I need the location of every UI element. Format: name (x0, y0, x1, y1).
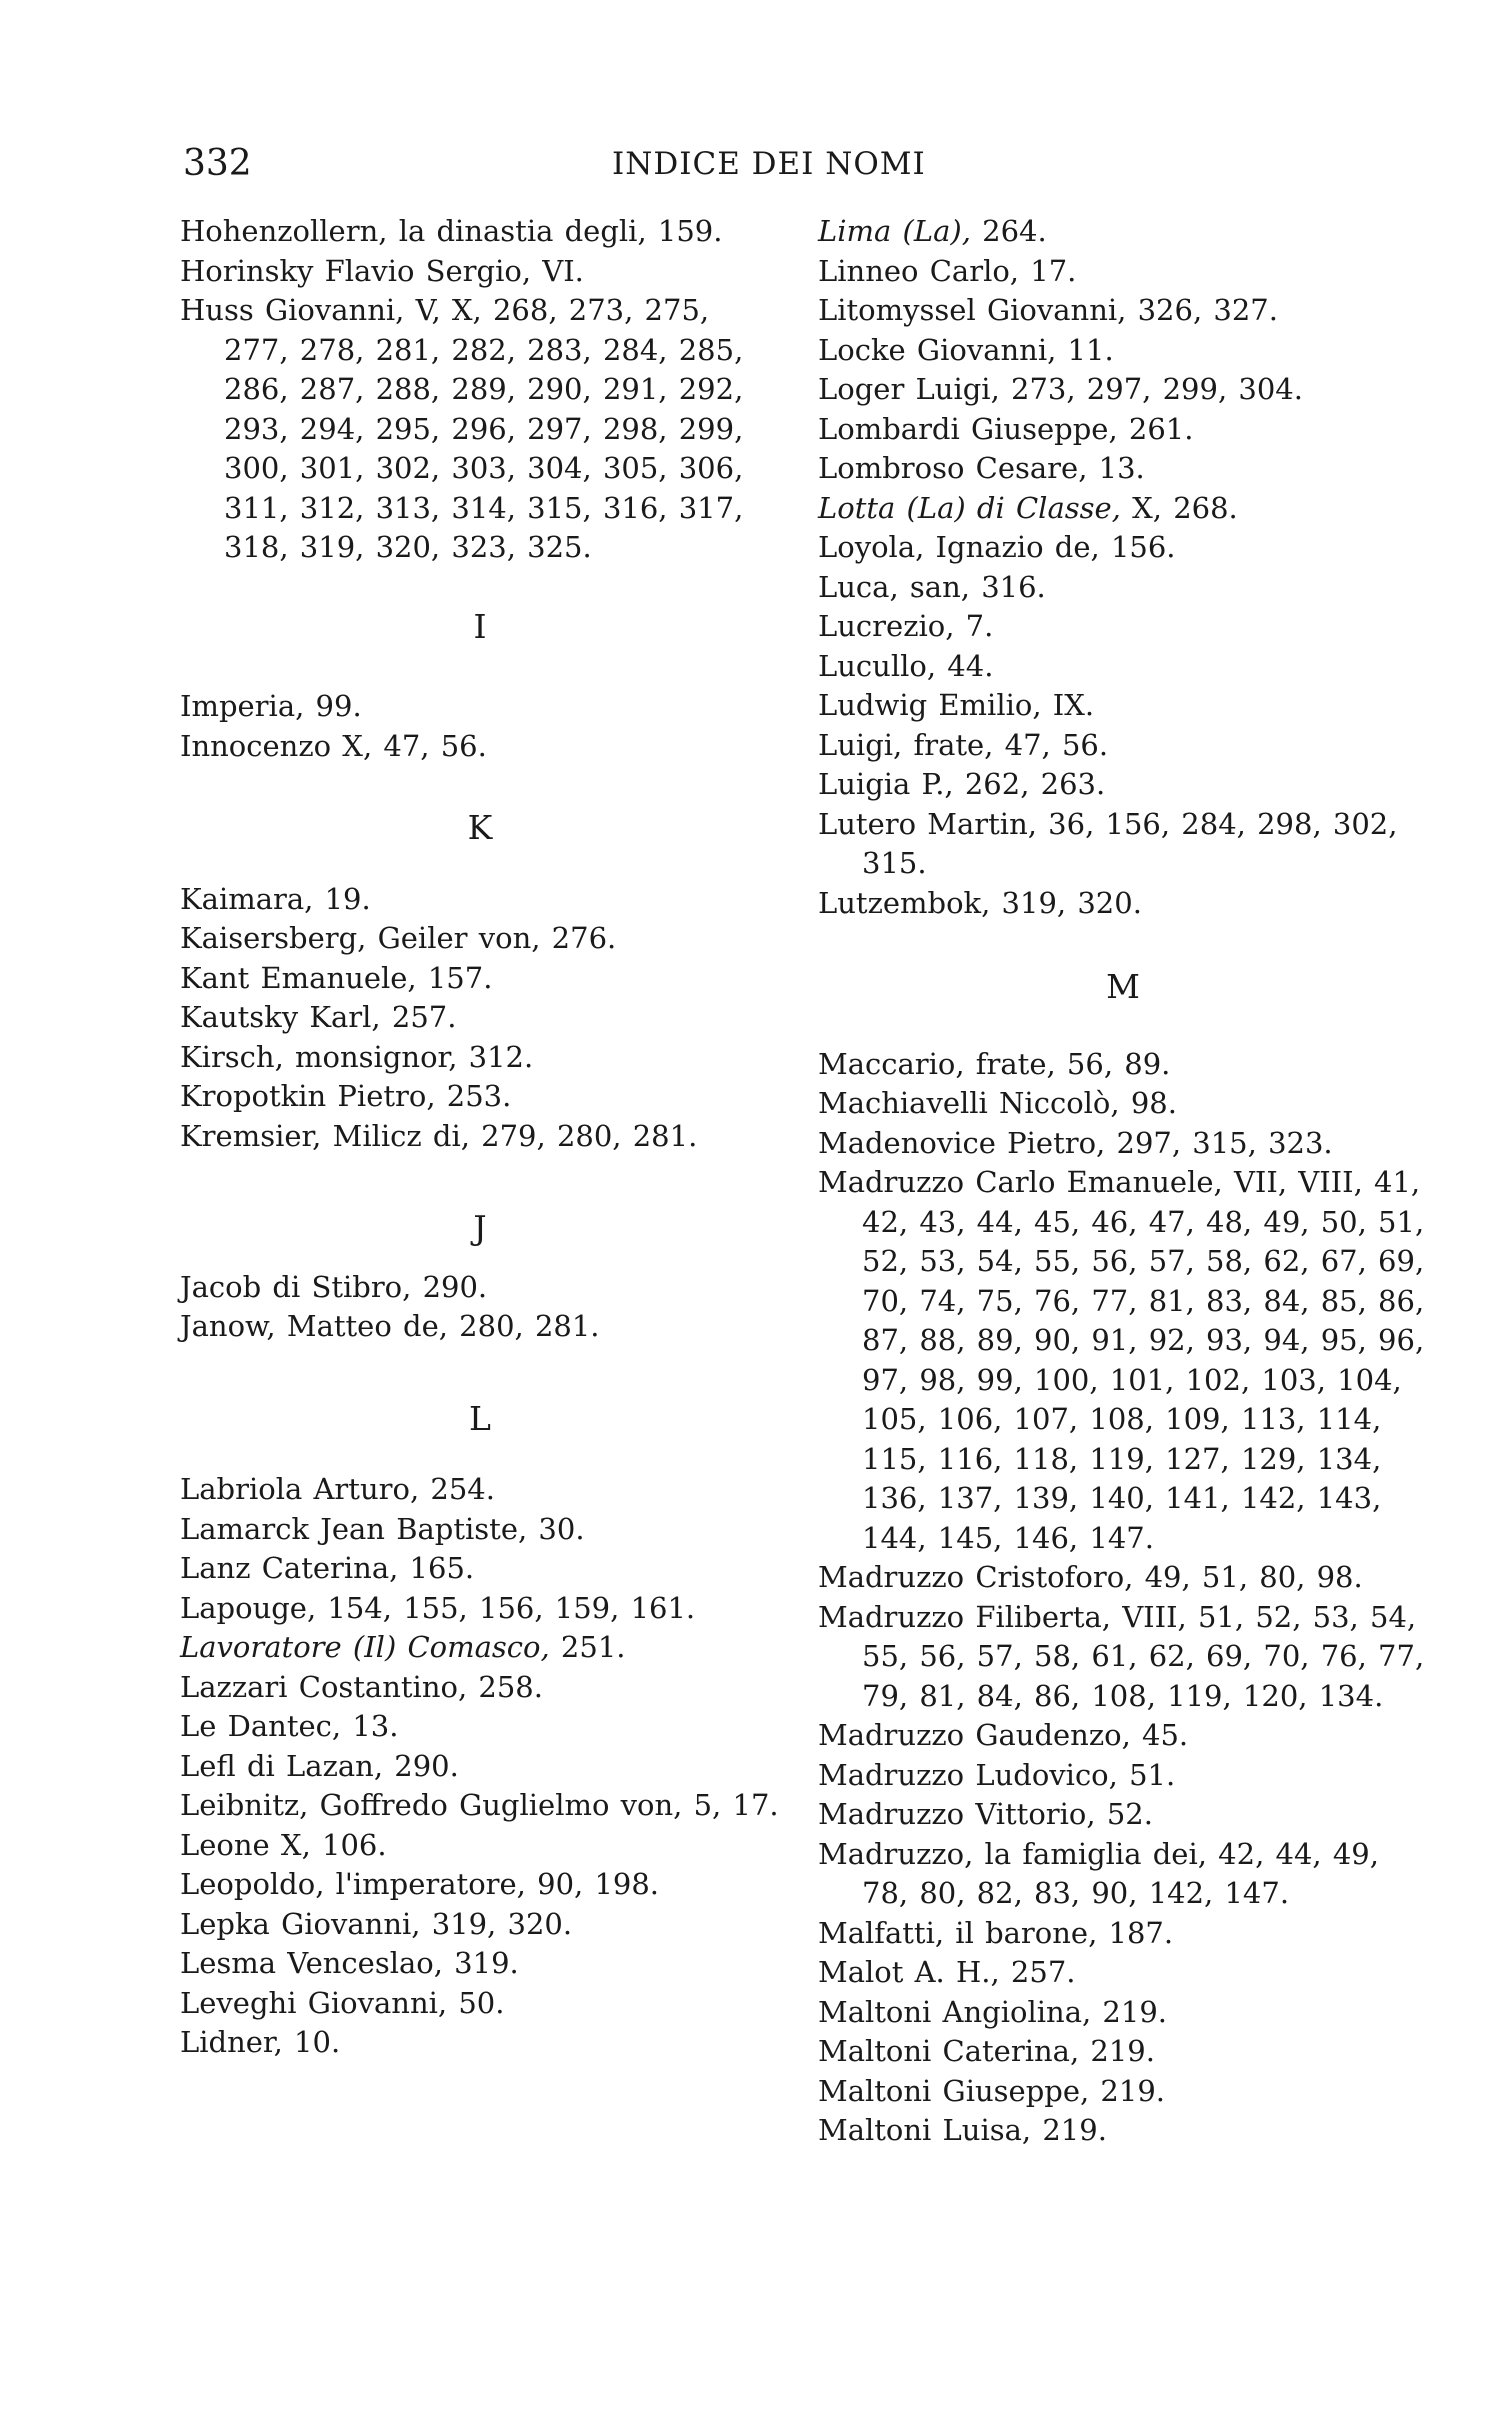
index-entry: Lombardi Giuseppe, 261. (818, 411, 1194, 446)
index-entry: Maltoni Giuseppe, 219. (818, 2073, 1166, 2108)
index-entry: Malot A. H., 257. (818, 1955, 1076, 1989)
index-entry: Lazzari Costantino, 258. (180, 1669, 543, 1704)
entry-pages: 251. (549, 1630, 626, 1664)
index-entry: Leopoldo, l'imperatore, 90, 198. (180, 1867, 660, 1901)
running-title: INDICE DEI NOMI (612, 146, 926, 182)
index-entry: Maltoni Luisa, 219. (818, 2113, 1107, 2147)
index-entry: Madruzzo Carlo Emanuele, VII, VIII, 41, 42, 43, 44, 45, 46, 47, 48, 49, 50, 51, 52, 53, 54, 55, 56, 57, 58, 62, 67, 69, 70, 74, 75, 76, 77, 81, 83, 84, 85, 86, 87, 88, 89, 90, 91, 92, 93, 94, 95, 96, 97, 98, 99, 100, 101, 102, 103, 104, 105, 106, 107, 108, 109, 113, 114, 115, 116, 118, 119, 127, 129, 134, 136, 137, 139, 140, 141, 142, 143, 144, 145, 146, 147. (818, 1165, 1425, 1555)
index-entry: Kremsier, Milicz di, 279, 280, 281. (180, 1118, 698, 1153)
index-entry: Luigia P., 262, 263. (818, 767, 1106, 801)
index-entry: Innocenzo X, 47, 56. (180, 728, 487, 763)
index-entry: Lidner, 10. (180, 2025, 341, 2059)
index-entry: Lucrezio, 7. (818, 609, 994, 643)
index-entry: Lapouge, 154, 155, 156, 159, 161. (180, 1590, 696, 1625)
index-entry: Horinsky Flavio Sergio, VI. (180, 253, 584, 288)
index-entry: Loger Luigi, 273, 297, 299, 304. (818, 372, 1303, 406)
index-entry: Kropotkin Pietro, 253. (180, 1079, 512, 1113)
index-entry: Madruzzo Gaudenzo, 45. (818, 1718, 1189, 1752)
index-column-left (180, 212, 780, 2063)
index-entry: Madruzzo Cristoforo, 49, 51, 80, 98. (818, 1560, 1363, 1594)
index-entry: Maltoni Caterina, 219. (818, 2034, 1155, 2068)
index-entry: Locke Giovanni, 11. (818, 332, 1114, 367)
index-entry: Huss Giovanni, V, X, 268, 273, 275, 277, 278, 281, 282, 283, 284, 285, 286, 287, 288, 289, 290, 291, 292, 293, 294, 295, 296, 297, 298, 299, 300, 301, 302, 303, 304, 305, 306, 311, 312, 313, 314, 315, 316, 317, 318, 319, 320, 323, 325. (180, 293, 744, 564)
index-entry: Leone X, 106. (180, 1827, 387, 1862)
index-entry: Loyola, Ignazio de, 156. (818, 530, 1176, 564)
section-letter-j: J (473, 1208, 487, 1247)
index-entry: Luigi, frate, 47, 56. (818, 727, 1109, 762)
section-letter-m: M (1106, 967, 1140, 1006)
index-entry: Lefl di Lazan, 290. (180, 1748, 459, 1783)
index-entry-periodical (818, 489, 1428, 529)
periodical-title: Lavoratore (Il) Comasco, (180, 1630, 550, 1664)
page-number: 332 (183, 143, 252, 184)
index-entry: Madruzzo Vittorio, 52. (818, 1797, 1153, 1831)
periodical-title: Lotta (La) di Classe, (818, 490, 1121, 525)
index-entry: Janow, Matteo de, 280, 281. (180, 1309, 600, 1343)
index-entry: Leveghi Giovanni, 50. (180, 1985, 505, 2020)
index-entry: Lamarck Jean Baptiste, 30. (180, 1511, 585, 1546)
index-entry: Le Dantec, 13. (180, 1709, 399, 1743)
index-entry: Madruzzo, la famiglia dei, 42, 44, 49, 78, 80, 82, 83, 90, 142, 147. (818, 1836, 1379, 1910)
entry-pages: 264. (970, 214, 1047, 248)
index-entry: Kant Emanuele, 157. (180, 960, 493, 995)
index-column-right (818, 212, 1428, 2151)
index-entry: Kaisersberg, Geiler von, 276. (180, 921, 617, 955)
index-entry: Kautsky Karl, 257. (180, 1000, 457, 1034)
index-entry: Lutero Martin, 36, 156, 284, 298, 302, 315. (818, 806, 1398, 880)
index-entry: Lanz Caterina, 165. (180, 1551, 475, 1585)
index-entry: Jacob di Stibro, 290. (180, 1269, 488, 1304)
entry-pages: X, 268. (1120, 490, 1238, 525)
section-letter-l: L (469, 1398, 491, 1438)
index-entry: Ludwig Emilio, IX. (818, 688, 1095, 722)
index-entry: Hohenzollern, la dinastia degli, 159. (180, 214, 723, 248)
index-entry: Linneo Carlo, 17. (818, 253, 1077, 288)
section-letter-k: K (467, 808, 493, 847)
section-letter-i: I (473, 606, 487, 646)
group-h-end (180, 212, 780, 568)
index-entry: Lutzembok, 319, 320. (818, 885, 1142, 920)
index-entry: Malfatti, il barone, 187. (818, 1915, 1174, 1950)
index-entry-periodical (180, 1628, 780, 1668)
index-entry: Madruzzo Filiberta, VIII, 51, 52, 53, 54, 55, 56, 57, 58, 61, 62, 69, 70, 76, 77, 79, 81, 84, 86, 108, 119, 120, 134. (818, 1599, 1425, 1713)
index-entry: Lepka Giovanni, 319, 320. (180, 1906, 573, 1941)
index-entry: Lucullo, 44. (818, 648, 994, 683)
index-entry: Lombroso Cesare, 13. (818, 451, 1145, 485)
index-entry: Luca, san, 316. (818, 569, 1046, 604)
index-entry: Maccario, frate, 56, 89. (818, 1046, 1171, 1081)
index-entry: Litomyssel Giovanni, 326, 327. (818, 293, 1278, 327)
index-entry: Maltoni Angiolina, 219. (818, 1994, 1167, 2029)
periodical-title: Lima (La), (818, 214, 971, 248)
index-entry: Kirsch, monsignor, 312. (180, 1039, 534, 1074)
index-entry: Madruzzo Ludovico, 51. (818, 1757, 1176, 1792)
index-entry: Leibnitz, Goffredo Guglielmo von, 5, 17. (180, 1788, 779, 1822)
index-entry: Imperia, 99. (180, 689, 362, 723)
index-entry-periodical (818, 212, 1428, 252)
index-entry: Kaimara, 19. (180, 881, 371, 916)
index-entry: Lesma Venceslao, 319. (180, 1946, 519, 1980)
index-entry: Labriola Arturo, 254. (180, 1472, 495, 1506)
index-entry: Madenovice Pietro, 297, 315, 323. (818, 1125, 1333, 1160)
index-entry: Machiavelli Niccolò, 98. (818, 1086, 1177, 1120)
